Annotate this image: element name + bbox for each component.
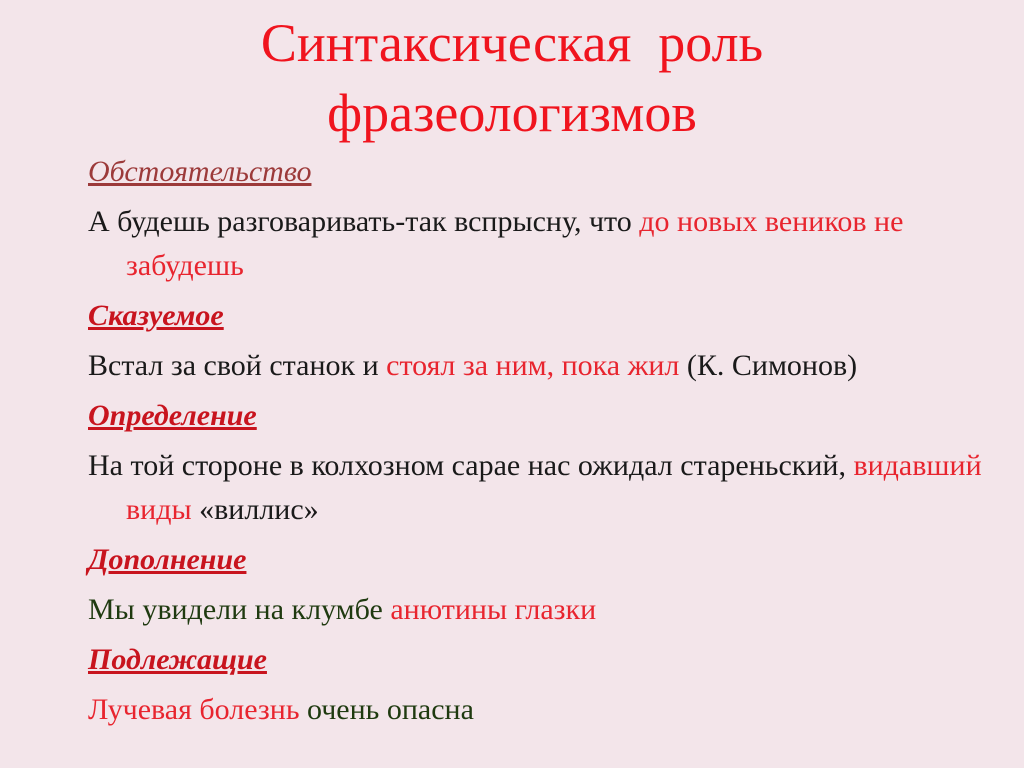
section-heading-podlezhaschee: Подлежащие <box>88 643 267 676</box>
example-highlight: Лучевая болезнь <box>88 693 300 726</box>
example-text: (К. Симонов) <box>679 349 858 382</box>
section-example-obstoyatelstvo <box>88 200 988 288</box>
section-heading-obstoyatelstvo: Обстоятельство <box>88 155 312 188</box>
section-heading-dopolnenie: Дополнение <box>88 543 247 576</box>
example-text: Встал за свой станок и <box>88 349 387 382</box>
section-example-podlezhaschee <box>88 688 988 732</box>
example-highlight: до новых веников не забудешь <box>126 205 904 282</box>
example-text: «виллис» <box>191 493 319 526</box>
example-text: На той стороне в колхозном сарае нас ожидал стареньский, <box>88 449 854 482</box>
example-highlight: анютины глазки <box>390 593 597 626</box>
slide-title: Синтаксическая роль фразеологизмов <box>260 13 764 143</box>
section-heading-opredelenie: Определение <box>88 399 257 432</box>
section-example-opredelenie <box>88 444 988 532</box>
example-text: А будешь разговаривать-так вспрысну, что <box>88 205 640 238</box>
section-example-dopolnenie <box>88 588 988 632</box>
example-text: очень опасна <box>299 693 474 726</box>
example-text: Мы увидели на клумбе <box>88 593 391 626</box>
example-highlight: видавший виды <box>126 449 982 526</box>
section-heading-skazuemoe: Сказуемое <box>88 299 224 332</box>
example-highlight: стоял за ним, пока жил <box>386 349 680 382</box>
section-example-skazuemoe <box>88 344 988 388</box>
slide-content <box>88 150 988 738</box>
